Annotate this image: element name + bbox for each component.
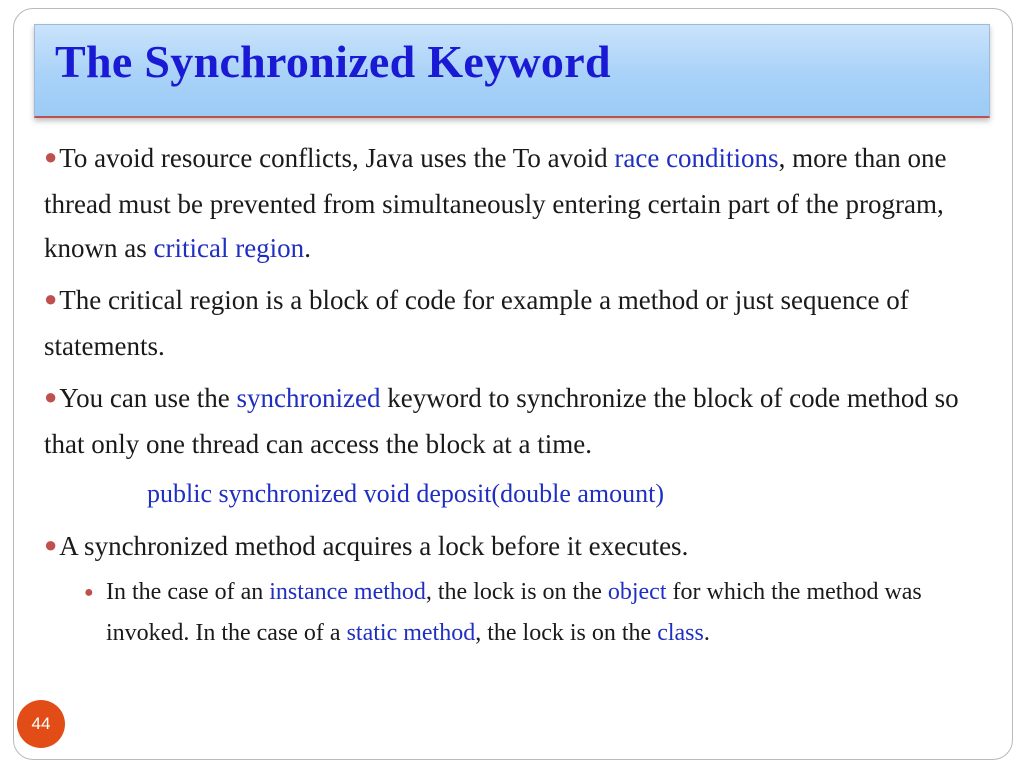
bullet-dot-icon: ● [44, 384, 58, 409]
bullet-item-4 [44, 524, 994, 570]
bullet-dot-icon: ● [44, 286, 58, 311]
page-number-badge: 44 [17, 700, 65, 748]
highlight-race-conditions: race conditions [614, 143, 779, 173]
sub-bullet-dot-icon: ● [84, 584, 94, 601]
bullet-text: To avoid resource conflicts, Java uses the To avoid [59, 143, 615, 173]
bullet-text: keyword to synchronize the block of code method so that only one thread can access the block at a time. [44, 383, 959, 459]
highlight-critical-region: critical region [153, 233, 305, 263]
sub-bullet-text: , the lock is on the [475, 620, 658, 646]
sub-bullet-text: . [703, 620, 710, 646]
bullet-text: , more than one thread must be prevented from simultaneously entering certain part of the program, known as [44, 143, 947, 263]
sub-bullet-item [84, 572, 994, 654]
code-example: public synchronized void deposit(double amount) [147, 479, 665, 508]
bullet-text: A synchronized method acquires a lock before it executes. [59, 531, 689, 561]
sub-bullet-text: , the lock is on the [425, 579, 608, 605]
slide-content [44, 136, 994, 654]
slide-title: The Synchronized Keyword [55, 36, 611, 87]
highlight-synchronized: synchronized [236, 383, 381, 413]
title-bar [34, 24, 990, 118]
bullet-item-1 [44, 136, 994, 270]
bullet-item-2 [44, 278, 994, 368]
bullet-text: . [304, 233, 311, 263]
bullet-text: You can use the [59, 383, 237, 413]
sub-bullet-text: In the case of an [106, 579, 270, 605]
bullet-text: The critical region is a block of code for example a method or just sequence of statements. [44, 285, 909, 361]
bullet-dot-icon: ● [44, 144, 58, 169]
sub-bullet-text: for which the method was invoked. In the case of a [106, 579, 922, 646]
highlight-object: object [607, 579, 667, 605]
highlight-class: class [657, 620, 704, 646]
highlight-static-method: static method [346, 620, 476, 646]
bullet-dot-icon: ● [44, 532, 58, 557]
bullet-item-3 [44, 376, 994, 466]
highlight-instance-method: instance method [269, 579, 426, 605]
